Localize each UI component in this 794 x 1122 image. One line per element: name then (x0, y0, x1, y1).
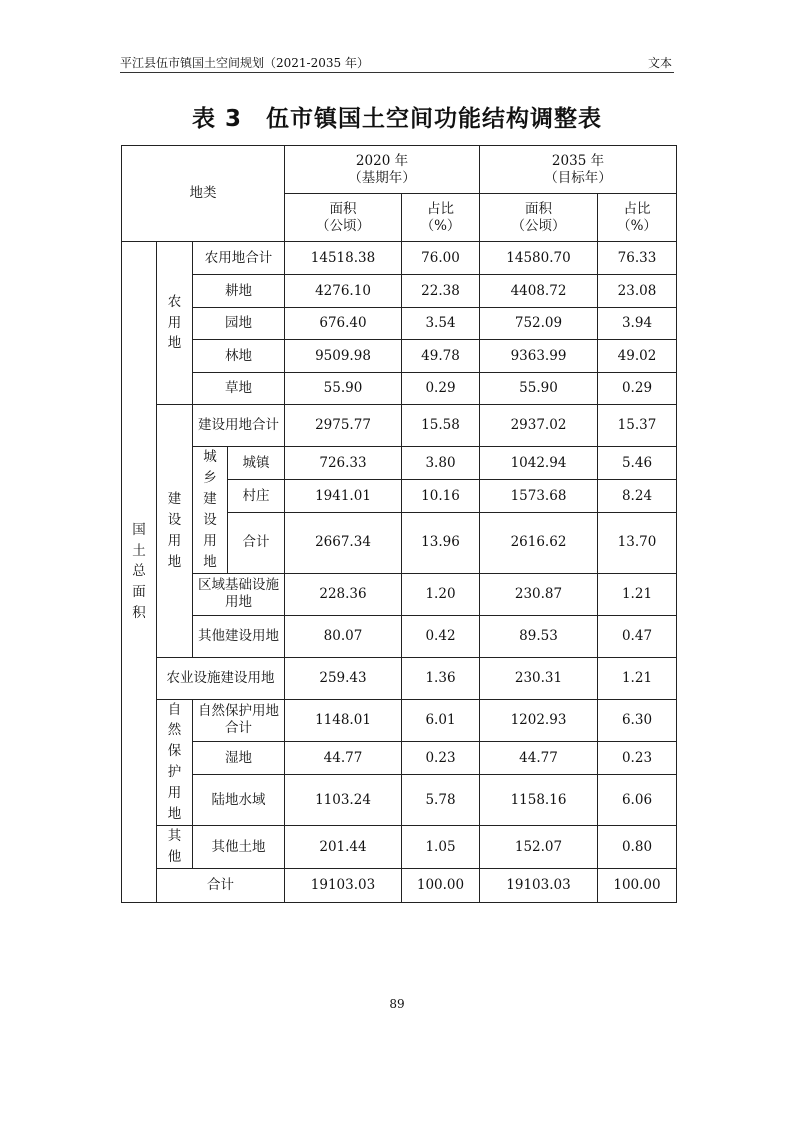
ratio-2035: 0.29 (598, 373, 677, 405)
ratio-2020: 0.42 (402, 615, 480, 657)
ratio-2035: 0.47 (598, 615, 677, 657)
table-row (122, 373, 677, 405)
area-header-2020: 面积 （公顷） (285, 194, 402, 242)
area-2020: 55.90 (285, 373, 402, 405)
area-2035: 752.09 (480, 308, 598, 340)
ratio-2020: 13.96 (402, 512, 480, 573)
table-row (122, 657, 677, 699)
table-row (122, 340, 677, 373)
ratio-2035: 15.37 (598, 405, 677, 447)
ratio-2020: 3.80 (402, 447, 480, 480)
area-2020: 4276.10 (285, 275, 402, 308)
ratio-2035: 1.21 (598, 657, 677, 699)
row-label: 村庄 (228, 480, 285, 512)
row-label: 其他土地 (193, 826, 285, 869)
area-2020: 2667.34 (285, 512, 402, 573)
row-label: 陆地水域 (193, 775, 285, 826)
area-2035: 152.07 (480, 826, 598, 869)
row-label: 草地 (193, 373, 285, 405)
ratio-2020: 1.05 (402, 826, 480, 869)
area-2035: 55.90 (480, 373, 598, 405)
area-2020: 259.43 (285, 657, 402, 699)
ratio-2035: 49.02 (598, 340, 677, 373)
area-2020: 19103.03 (285, 868, 402, 902)
group-other: 其他 (157, 826, 193, 869)
header-document-title: 平江县伍市镇国土空间规划（2021-2035 年） (120, 56, 369, 70)
corner-header: 地类 (122, 146, 285, 242)
ratio-2020: 5.78 (402, 775, 480, 826)
row-label: 其他建设用地 (193, 615, 285, 657)
land-use-table (121, 145, 677, 903)
group-construction: 建设用地 (157, 405, 193, 658)
area-2020: 44.77 (285, 742, 402, 775)
ratio-2020: 100.00 (402, 868, 480, 902)
table-row (122, 275, 677, 308)
area-2035: 1042.94 (480, 447, 598, 480)
area-2020: 201.44 (285, 826, 402, 869)
ratio-2020: 1.20 (402, 573, 480, 615)
area-2020: 1103.24 (285, 775, 402, 826)
area-2020: 726.33 (285, 447, 402, 480)
table-row (122, 742, 677, 775)
area-2020: 1941.01 (285, 480, 402, 512)
area-2035: 1573.68 (480, 480, 598, 512)
ratio-2035: 0.23 (598, 742, 677, 775)
area-2035: 230.87 (480, 573, 598, 615)
ratio-2020: 3.54 (402, 308, 480, 340)
area-2020: 676.40 (285, 308, 402, 340)
row-label: 农用地合计 (193, 242, 285, 275)
area-2020: 14518.38 (285, 242, 402, 275)
table-row (122, 615, 677, 657)
table-row (122, 699, 677, 742)
row-label: 城镇 (228, 447, 285, 480)
area-2035: 230.31 (480, 657, 598, 699)
table-row (122, 405, 677, 447)
ratio-header-2020: 占比 （%） (402, 194, 480, 242)
header-section-label: 文本 (647, 56, 672, 70)
row-label: 林地 (193, 340, 285, 373)
table-row (122, 242, 677, 275)
area-2020: 228.36 (285, 573, 402, 615)
area-2035: 4408.72 (480, 275, 598, 308)
ratio-2020: 15.58 (402, 405, 480, 447)
page-number: 89 (389, 997, 405, 1011)
table-row (122, 308, 677, 340)
year-2020-header: 2020 年 （基期年） (285, 146, 480, 194)
page-header (120, 52, 674, 73)
ratio-2020: 76.00 (402, 242, 480, 275)
ratio-2020: 10.16 (402, 480, 480, 512)
area-2035: 19103.03 (480, 868, 598, 902)
group-urban-rural: 城乡建设用地 (193, 447, 228, 574)
table-row (122, 826, 677, 869)
table-row-total (122, 868, 677, 902)
ratio-2020: 22.38 (402, 275, 480, 308)
group-agricultural: 农用地 (157, 242, 193, 405)
area-2035: 9363.99 (480, 340, 598, 373)
ratio-2035: 3.94 (598, 308, 677, 340)
ratio-2035: 1.21 (598, 573, 677, 615)
group-nature-protection: 自然保护用地 (157, 699, 193, 826)
ratio-2020: 0.23 (402, 742, 480, 775)
area-2020: 80.07 (285, 615, 402, 657)
table-row (122, 573, 677, 615)
table-title: 表 3 伍市镇国土空间功能结构调整表 (191, 106, 602, 132)
row-label: 园地 (193, 308, 285, 340)
area-2035: 1158.16 (480, 775, 598, 826)
ratio-2020: 6.01 (402, 699, 480, 742)
area-2035: 89.53 (480, 615, 598, 657)
table-row (122, 775, 677, 826)
area-2035: 44.77 (480, 742, 598, 775)
ratio-2035: 8.24 (598, 480, 677, 512)
ratio-2020: 0.29 (402, 373, 480, 405)
row-label: 区域基础设施用地 (193, 573, 285, 615)
ratio-2035: 6.30 (598, 699, 677, 742)
table-row (122, 447, 677, 480)
row-label: 自然保护用地合计 (193, 699, 285, 742)
ratio-2035: 13.70 (598, 512, 677, 573)
area-2020: 9509.98 (285, 340, 402, 373)
area-2035: 1202.93 (480, 699, 598, 742)
area-2020: 2975.77 (285, 405, 402, 447)
area-2020: 1148.01 (285, 699, 402, 742)
area-2035: 2937.02 (480, 405, 598, 447)
area-2035: 2616.62 (480, 512, 598, 573)
row-label: 建设用地合计 (193, 405, 285, 447)
ratio-2035: 0.80 (598, 826, 677, 869)
ratio-2035: 100.00 (598, 868, 677, 902)
group-total-land: 国土总面积 (122, 242, 157, 903)
row-label: 合计 (157, 868, 285, 902)
row-label: 湿地 (193, 742, 285, 775)
row-label: 合计 (228, 512, 285, 573)
year-2035-header: 2035 年 （目标年） (480, 146, 677, 194)
ratio-2020: 49.78 (402, 340, 480, 373)
ratio-2035: 23.08 (598, 275, 677, 308)
row-label: 耕地 (193, 275, 285, 308)
ratio-header-2035: 占比 （%） (598, 194, 677, 242)
area-2035: 14580.70 (480, 242, 598, 275)
ratio-2020: 1.36 (402, 657, 480, 699)
ratio-2035: 76.33 (598, 242, 677, 275)
ratio-2035: 5.46 (598, 447, 677, 480)
row-label: 农业设施建设用地 (157, 657, 285, 699)
ratio-2035: 6.06 (598, 775, 677, 826)
area-header-2035: 面积 （公顷） (480, 194, 598, 242)
